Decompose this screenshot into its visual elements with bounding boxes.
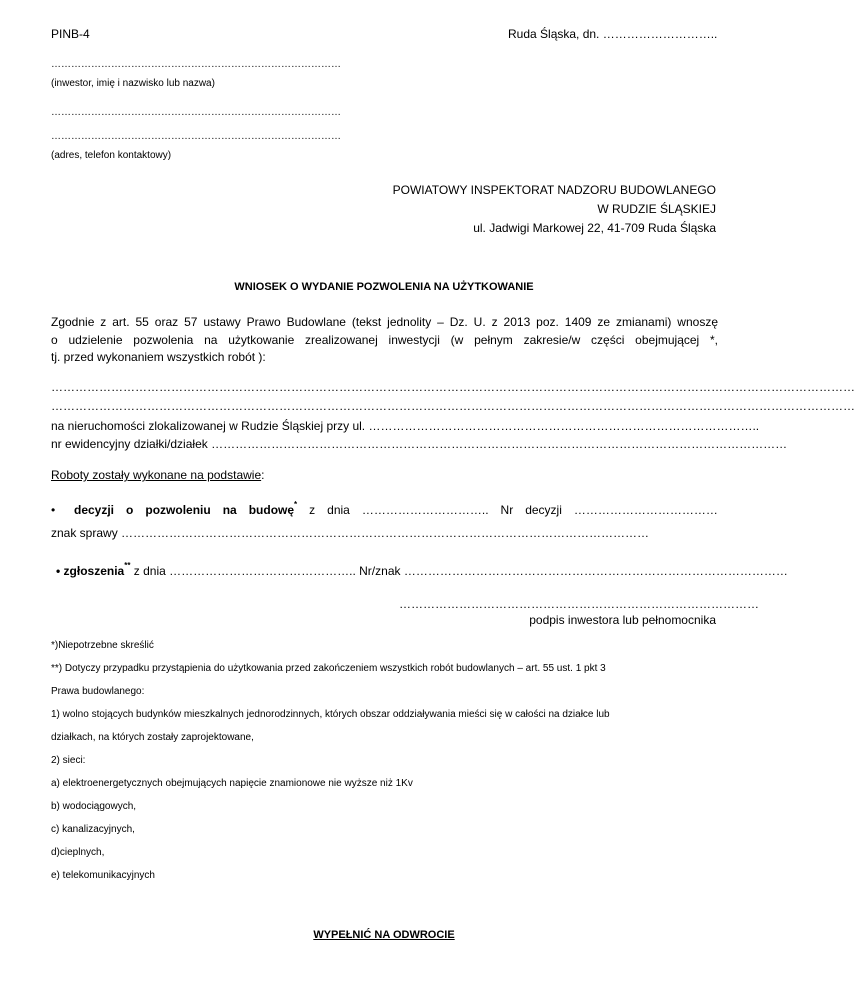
applicant-address-caption: (adres, telefon kontaktowy) [51, 150, 172, 161]
place-date-field[interactable]: Ruda Śląska, dn. ……………………….. [508, 27, 718, 41]
signature-caption: podpis inwestora lub pełnomocnika [529, 613, 716, 627]
decision-word: budowę* [248, 500, 298, 517]
decision-line [74, 500, 718, 517]
footnote-mark: ** [124, 561, 131, 570]
footnote-mark: * [294, 500, 298, 509]
decision-word: o [126, 503, 134, 517]
footnote-line: e) telekomunikacyjnych [51, 870, 155, 881]
signature-line[interactable]: ……………………………………………………………………………… [399, 597, 759, 611]
decision-word: Nr [500, 503, 514, 517]
applicant-address-field-1[interactable]: …………………………………………………………………………… [51, 107, 341, 118]
addressee-line-2: W RUDZIE ŚLĄSKIEJ [597, 202, 716, 216]
footnote-line: 2) sieci: [51, 755, 86, 766]
applicant-name-field[interactable]: …………………………………………………………………………… [51, 59, 341, 70]
decision-word: z [309, 503, 316, 517]
footnote-line: c) kanalizacyjnych, [51, 824, 135, 835]
intro-line-1: Zgodnie z art. 55 oraz 57 ustawy Prawo Budowlane (tekst jednolity – Dz. U. z 2013 poz. 1409 ze zmianami) wnoszę [51, 315, 718, 329]
decision-word: na [222, 503, 237, 517]
basis-heading: Roboty zostały wykonane na podstawie: [51, 468, 265, 482]
decision-number-field[interactable]: ……………………………… [573, 503, 718, 517]
decision-word: dnia [327, 503, 350, 517]
document-title: WNIOSEK O WYDANIE POZWOLENIA NA UŻYTKOWANIE [234, 281, 534, 293]
decision-word: decyzji [525, 503, 562, 517]
notification-line[interactable]: • zgłoszenia** z dnia ……………………………………….. Nr/znak …………………………………………………………………………………… [56, 561, 788, 578]
intro-line-2: o udzielenie pozwolenia na użytkowanie zrealizowanej inwestycji (w pełnym zakresie/w części obejmującej *, [51, 333, 718, 347]
scope-field-2[interactable]: ………………………………………………………………………………………………………………………………………………………………………………… [51, 399, 855, 413]
footnote-line: *)Niepotrzebne skreślić [51, 640, 154, 651]
footnote-line: działkach, na których zostały zaprojektowane, [51, 732, 254, 743]
applicant-name-caption: (inwestor, imię i nazwisko lub nazwa) [51, 78, 215, 89]
footnote-line: 1) wolno stojących budynków mieszkalnych jednorodzinnych, których obszar oddziaływania mieści się w całości na działce lub [51, 709, 610, 720]
footnote-line: **) Dotyczy przypadku przystąpienia do użytkowania przed zakończeniem wszystkich robót budowlanych – art. 55 ust. 1 pkt 3 [51, 663, 606, 674]
parcel-number-field[interactable]: nr ewidencyjny działki/działek ……………………………………………………………………………………………………………………………… [51, 437, 788, 451]
fill-on-reverse-note: WYPEŁNIĆ NA ODWROCIE [313, 929, 455, 941]
bullet-decision: • [51, 503, 56, 517]
scope-field-1[interactable]: ………………………………………………………………………………………………………………………………………………………………………………… [51, 380, 855, 394]
addressee-line-3: ul. Jadwigi Markowej 22, 41-709 Ruda Śląska [473, 221, 716, 235]
decision-word: decyzji [74, 503, 115, 517]
footnote-line: d)cieplnych, [51, 847, 105, 858]
footnote-line: a) elektroenergetycznych obejmujących napięcie znamionowe nie wyższe niż 1Kv [51, 778, 413, 789]
case-number-field[interactable]: znak sprawy …………………………………………………………………………………………………………………… [51, 526, 650, 540]
location-street-field[interactable]: na nieruchomości zlokalizowanej w Rudzie Śląskiej przy ul. …………………………………………………………………………………….. [51, 419, 760, 433]
form-code: PINB-4 [51, 27, 90, 41]
addressee-line-1: POWIATOWY INSPEKTORAT NADZORU BUDOWLANEGO [392, 183, 716, 197]
decision-word: pozwoleniu [145, 503, 211, 517]
intro-line-3: tj. przed wykonaniem wszystkich robót ): [51, 350, 266, 364]
footnote-line: Prawa budowlanego: [51, 686, 145, 697]
decision-date-field[interactable]: ………………………….. [361, 503, 489, 517]
footnote-line: b) wodociągowych, [51, 801, 137, 812]
applicant-address-field-2[interactable]: …………………………………………………………………………… [51, 131, 341, 142]
